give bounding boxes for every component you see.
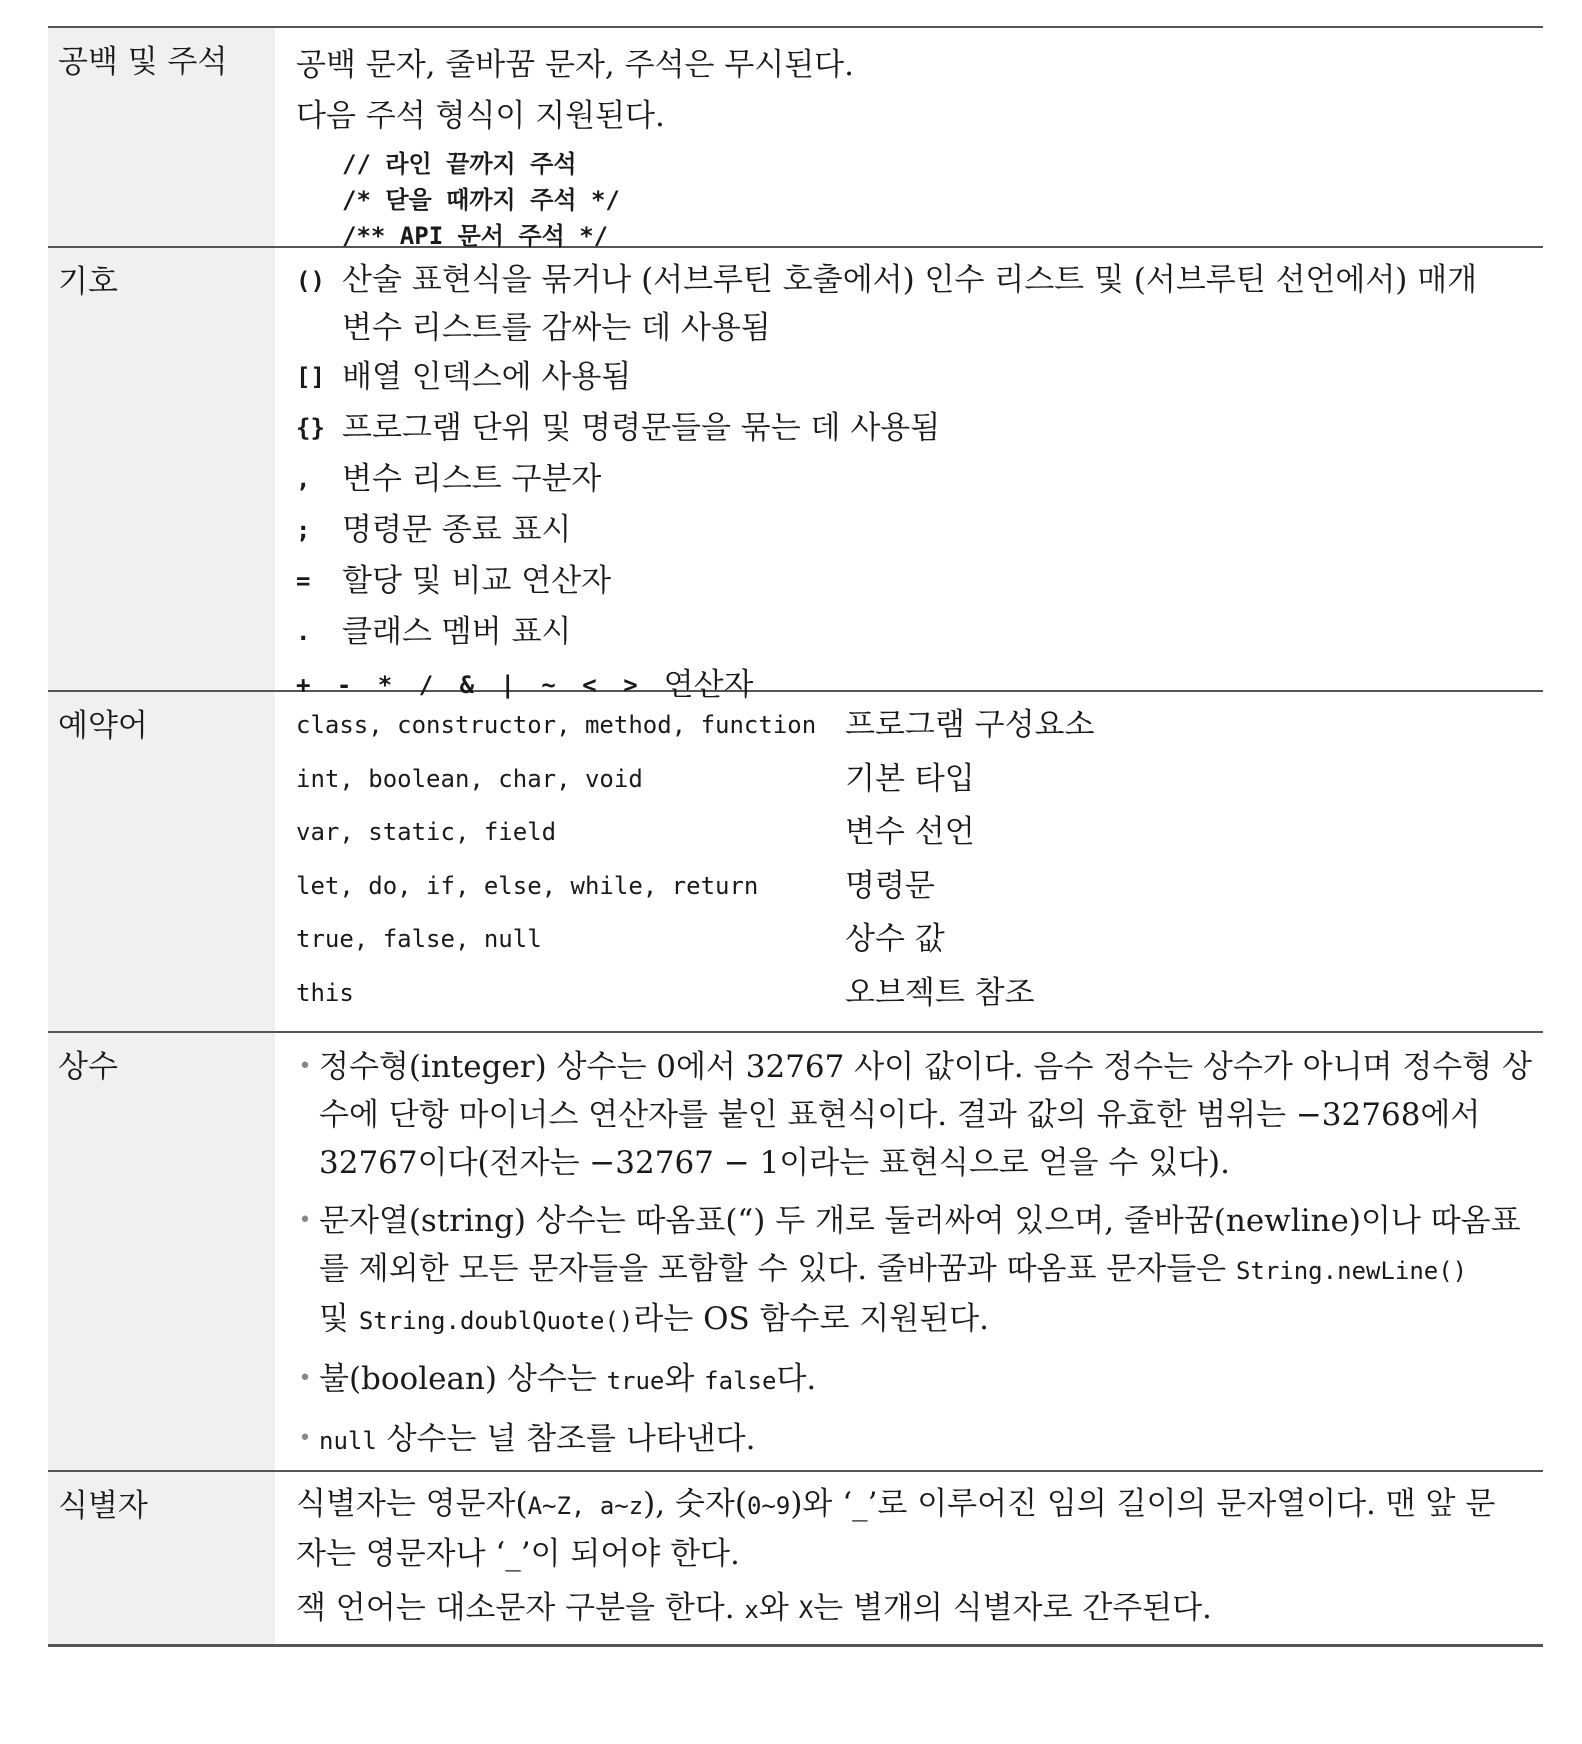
keyword-row [296,699,1543,753]
text-fragment: 잭 언어는 대소문자 구분을 한다. [296,1590,745,1626]
list-item [291,1043,1543,1187]
text-fragment: )와 ‘_’로 이루어진 임의 길이의 문자열이다. 맨 앞 문 [790,1486,1496,1522]
row-content [275,248,1543,703]
symbol-item [296,352,1543,403]
jack-syntax-table [48,26,1543,1647]
symbol-desc: 할당 및 비교 연산자 [342,563,612,599]
inline-code: String.doublQuote() [358,1307,634,1335]
list-item [291,1197,1543,1345]
text-line: 공백 문자, 줄바꿈 문자, 주석은 무시된다. [296,47,854,83]
symbol-item [296,403,1543,454]
keyword-desc: 오브젝트 참조 [845,974,1035,1011]
keyword-list: true, false, null [296,925,542,953]
inline-code: true [606,1367,665,1395]
code-line: /** API 문서 주석 */ [342,222,609,250]
operator-symbols: + - * / & | ~ < > [296,671,644,699]
operator-desc: 연산자 [663,667,754,703]
text-fragment: 는 별개의 식별자로 간주된다. [813,1590,1212,1626]
text-line: 32767이다(전자는 −32767 − 1이라는 표현식으로 얻을 수 있다). [319,1145,1230,1181]
inline-code: X [798,1596,814,1624]
row-label: 공백 및 주석 [48,28,275,246]
symbol: , [296,465,311,493]
list-item [291,1355,1543,1405]
paragraph [296,1480,1543,1578]
keyword-row [296,913,1543,967]
keyword-desc: 상수 값 [845,921,945,957]
keyword-desc: 명령문 [845,867,935,904]
symbol-desc: 배열 인덱스에 사용됨 [342,359,632,395]
symbol: ; [296,516,311,544]
row-content [275,1033,1543,1470]
symbol: () [296,267,325,295]
text-fragment: ), 숫자( [643,1486,747,1522]
row-label: 예약어 [48,692,275,1031]
symbol-item [296,556,1543,607]
keyword-row [296,967,1543,1021]
keyword-list: int, boolean, char, void [296,764,643,793]
keyword-desc: 프로그램 구성요소 [845,707,1095,743]
symbol-desc: 산술 표현식을 묶거나 (서브루틴 호출에서) 인수 리스트 및 (서브루틴 선언에서) 매개 [342,262,1478,298]
symbol-desc: 프로그램 단위 및 명령문들을 묶는 데 사용됨 [342,410,941,446]
inline-code: 0~9 [746,1492,791,1520]
keyword-row [296,860,1543,914]
keyword-desc: 변수 선언 [845,814,975,850]
paragraph [296,1584,1543,1634]
text-line: 정수형(integer) 상수는 0에서 32767 사이 값이다. 음수 정수는 상수가 아니며 정수형 상 [319,1049,1532,1085]
code-line: /* 닫을 때까지 주석 */ [342,186,620,214]
row-keywords [48,692,1543,1033]
text-fragment: 상수는 널 참조를 나타낸다. [376,1421,756,1457]
symbol-item [296,505,1543,556]
symbol-item [296,454,1543,505]
row-label: 상수 [48,1033,275,1470]
row-label: 식별자 [48,1472,275,1644]
row-identifiers [48,1472,1543,1647]
row-content [275,28,1543,250]
symbol-desc: 명령문 종료 표시 [342,512,572,548]
text-fragment: 불(boolean) 상수는 [319,1361,607,1397]
bullet-icon: • [298,1054,312,1079]
symbol-item [296,256,1543,352]
text-fragment: 식별자는 영문자( [296,1486,528,1522]
inline-code: x [744,1596,759,1624]
bullet-icon: • [298,1426,312,1451]
row-symbols [48,248,1543,703]
text-line: 수에 단항 마이너스 연산자를 붙인 표현식이다. 결과 값의 유효한 범위는 −32768에서 [319,1097,1481,1133]
keyword-list: class, constructor, method, function [296,711,817,739]
text-fragment: 와 [758,1590,799,1626]
text-line: 자는 영문자나 ‘_’이 되어야 한다. [296,1536,740,1572]
text-fragment: 및 [319,1301,359,1337]
symbol-desc: 변수 리스트를 감싸는 데 사용됨 [342,310,771,346]
inline-code: A~Z, a~z [527,1492,644,1520]
row-content [275,692,1543,1031]
keyword-list: var, static, field [296,818,557,846]
keyword-list: let, do, if, else, while, return [296,871,759,900]
symbol: . [296,618,311,646]
bullet-icon: • [298,1366,312,1391]
symbol-item [296,607,1543,658]
list-item [291,1415,1543,1465]
text-fragment: 와 [664,1361,705,1397]
row-whitespace-comments [48,28,1543,248]
comment-code-block [296,142,1543,258]
keyword-row [296,806,1543,860]
text-fragment: 다. [776,1361,817,1397]
row-constants [48,1033,1543,1472]
keyword-list: this [296,978,354,1007]
symbol-desc: 클래스 멤버 표시 [342,614,572,650]
text-line: 다음 주석 형식이 지원된다. [296,98,665,134]
inline-code: false [704,1367,777,1395]
text-fragment: 를 제외한 모든 문자들을 포함할 수 있다. 줄바꿈과 따옴표 문자들은 [319,1251,1236,1287]
bullet-icon: • [298,1208,312,1233]
inline-code: null [319,1427,377,1455]
symbol: = [296,567,311,595]
text-fragment: 라는 OS 함수로 지원된다. [633,1301,989,1337]
keyword-desc: 기본 타입 [845,760,975,797]
text-line: 문자열(string) 상수는 따옴표(“) 두 개로 둘러싸여 있으며, 줄바꿈(newline)이나 따옴표 [319,1203,1521,1239]
symbol: {} [296,414,325,442]
inline-code: String.newLine() [1235,1257,1468,1285]
row-label: 기호 [48,248,275,690]
code-line: // 라인 끝까지 주석 [342,150,577,178]
keyword-row [296,753,1543,807]
symbol-desc: 변수 리스트 구분자 [342,461,602,497]
row-content [275,1472,1543,1644]
symbol: [] [296,363,325,391]
